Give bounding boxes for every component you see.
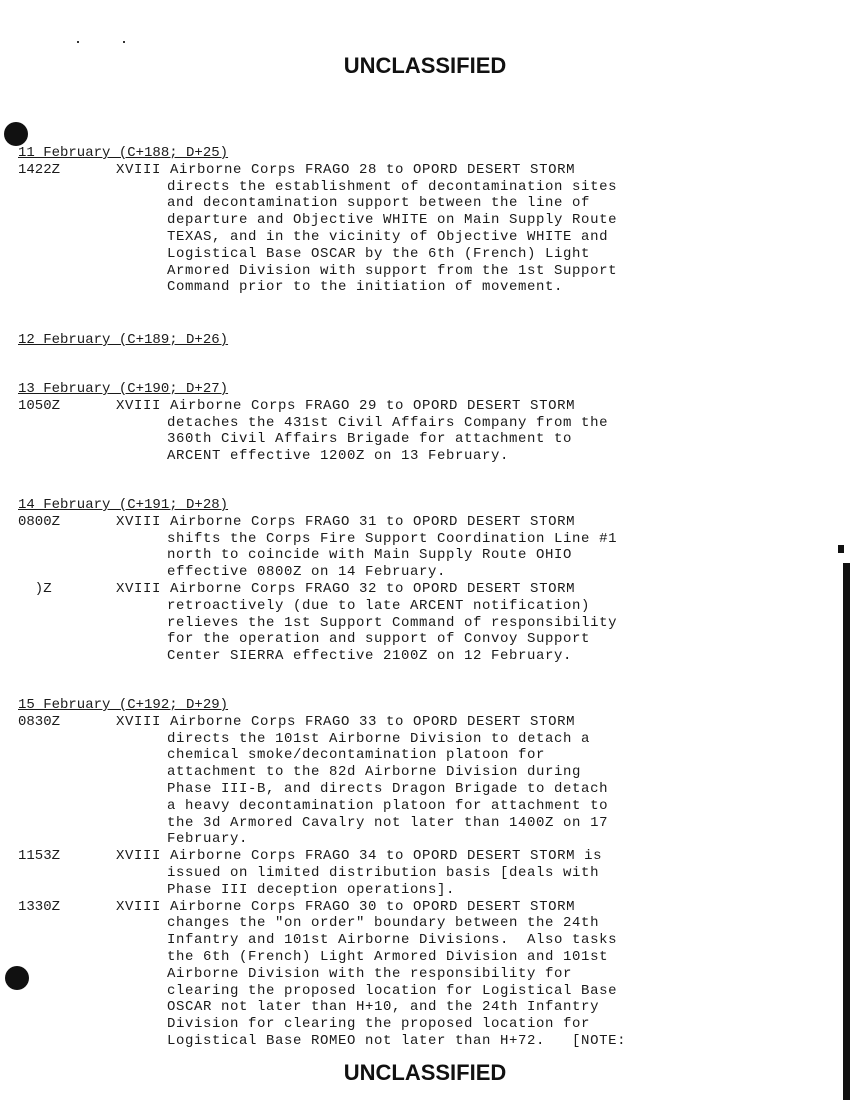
entry-text-line: directs the 101st Airborne Division to detach a xyxy=(167,730,591,747)
classification-header: UNCLASSIFIED xyxy=(343,53,507,78)
entry-text-line: XVIII Airborne Corps FRAGO 32 to OPORD DESERT STORM xyxy=(116,581,576,597)
classification-footer: UNCLASSIFIED xyxy=(343,1060,507,1085)
entry-text-line: Phase III deception operations]. xyxy=(167,881,456,898)
entry-text-line: XVIII Airborne Corps FRAGO 31 to OPORD DESERT STORM xyxy=(116,513,576,530)
entry-text-line: Phase III-B, and directs Dragon Brigade to detach xyxy=(167,781,609,797)
entry-text-line: north to coincide with Main Supply Route OHIO xyxy=(167,547,573,564)
scan-edge-bar xyxy=(843,563,850,1100)
entry-date: 13 February (C+190; D+27) xyxy=(18,381,229,397)
entry-time: 0830Z xyxy=(18,713,61,730)
entry-date: 15 February (C+192; D+29) xyxy=(18,697,229,713)
entry-text-line: the 6th (French) Light Armored Division and 101st xyxy=(167,949,609,965)
entry-text-line: a heavy decontamination platoon for attachment to xyxy=(167,797,609,814)
entry-text-line: XVIII Airborne Corps FRAGO 30 to OPORD DESERT STORM xyxy=(116,898,576,915)
entry-text-line: changes the "on order" boundary between the 24th xyxy=(167,915,600,932)
entry-text-line: retroactively (due to late ARCENT notification) xyxy=(167,597,591,614)
entry-text-line: issued on limited distribution basis [deals with xyxy=(167,865,600,881)
entry-text-line: effective 0800Z on 14 February. xyxy=(167,564,447,581)
entry-text-line: XVIII Airborne Corps FRAGO 34 to OPORD DESERT STORM is xyxy=(116,848,603,865)
entry-time: 0800Z xyxy=(18,513,61,530)
entry-text-line: Infantry and 101st Airborne Divisions. Also tasks xyxy=(167,932,618,949)
entry-time: 1330Z xyxy=(18,898,61,915)
entry-text-line: Command prior to the initiation of movement. xyxy=(167,279,564,296)
entry-text-line: Logistical Base OSCAR by the 6th (French) Light xyxy=(167,245,591,262)
entry-text-line: 360th Civil Affairs Brigade for attachment to xyxy=(167,431,573,448)
entry-text-line: TEXAS, and in the vicinity of Objective WHITE and xyxy=(167,229,609,245)
entry-text-line: relieves the 1st Support Command of responsibility xyxy=(167,614,618,631)
scan-speck xyxy=(123,41,125,43)
entry-text-line: the 3d Armored Cavalry not later than 1400Z on 17 xyxy=(167,814,609,831)
entry-time: 1050Z xyxy=(18,397,61,414)
scan-edge-mark xyxy=(838,545,844,553)
entry-time: )Z xyxy=(18,581,52,597)
entry-text-line: detaches the 431st Civil Affairs Company from the xyxy=(167,414,609,431)
entry-text-line: departure and Objective WHITE on Main Supply Route xyxy=(167,212,618,229)
entry-date: 14 February (C+191; D+28) xyxy=(18,497,229,513)
entry-date: 12 February (C+189; D+26) xyxy=(18,332,229,348)
entry-text-line: Division for clearing the proposed location for xyxy=(167,1016,591,1033)
punch-hole-top xyxy=(4,122,28,146)
entry-text-line: Airborne Division with the responsibility for xyxy=(167,965,573,982)
entry-text-line: ARCENT effective 1200Z on 13 February. xyxy=(167,448,510,465)
entry-text-line: attachment to the 82d Airborne Division during xyxy=(167,764,582,781)
entry-text-line: chemical smoke/decontamination platoon for xyxy=(167,747,546,764)
entry-time: 1422Z xyxy=(18,161,61,178)
entry-text-line: February. xyxy=(167,831,249,848)
entry-time: 1153Z xyxy=(18,848,61,865)
entry-text-line: Armored Division with support from the 1st Support xyxy=(167,262,618,279)
punch-hole-bottom xyxy=(5,966,29,990)
entry-text-line: XVIII Airborne Corps FRAGO 28 to OPORD DESERT STORM xyxy=(116,161,576,178)
entry-text-line: and decontamination support between the line of xyxy=(167,195,591,212)
entry-text-line: shifts the Corps Fire Support Coordination Line #1 xyxy=(167,530,618,547)
entry-text-line: XVIII Airborne Corps FRAGO 33 to OPORD DESERT STORM xyxy=(116,713,576,730)
entry-text-line: clearing the proposed location for Logistical Base xyxy=(167,982,618,999)
entry-text-line: Logistical Base ROMEO not later than H+72. [NOTE: xyxy=(167,1033,627,1049)
entry-text-line: directs the establishment of decontamination sites xyxy=(167,178,618,195)
entry-date: 11 February (C+188; D+25) xyxy=(18,145,229,161)
entry-text-line: XVIII Airborne Corps FRAGO 29 to OPORD DESERT STORM xyxy=(116,397,576,414)
entry-text-line: Center SIERRA effective 2100Z on 12 February. xyxy=(167,648,573,665)
entry-text-line: OSCAR not later than H+10, and the 24th Infantry xyxy=(167,999,600,1016)
scan-speck xyxy=(77,41,79,43)
entry-text-line: for the operation and support of Convoy Support xyxy=(167,631,591,648)
